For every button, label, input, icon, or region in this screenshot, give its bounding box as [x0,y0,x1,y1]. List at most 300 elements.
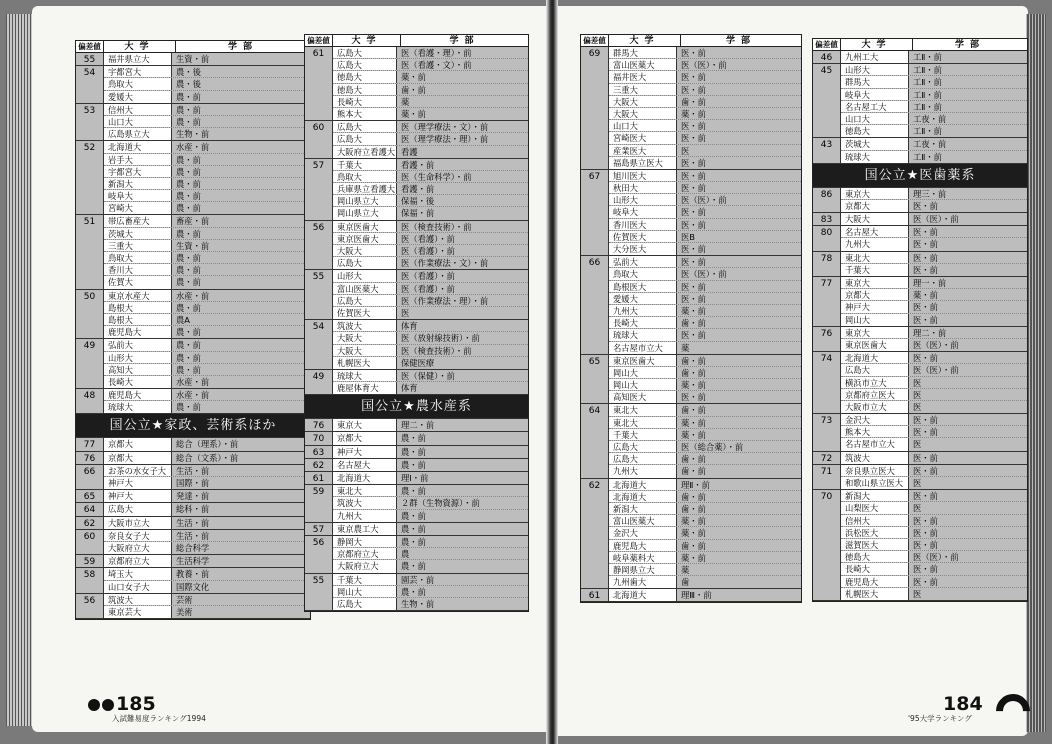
university-name: 広島大 [104,503,172,515]
table-row [609,96,801,108]
table-row [104,606,310,618]
faculty-name: 歯・前 [681,454,706,465]
table-row [104,352,310,364]
university-name: 群馬大 [841,76,909,87]
score-value: 53 [76,104,104,141]
university-name: 長崎大 [333,96,397,107]
faculty-name: 薬・前 [681,528,706,539]
table-row [609,589,801,601]
faculty-name: 工夜・前 [913,139,947,150]
table-row [104,503,310,515]
score-value: 55 [76,53,104,65]
university-name: 山口大 [609,120,677,131]
table-row [609,47,801,59]
faculty-name: 芸術 [176,594,193,605]
faculty-name: 理二・前 [913,327,947,338]
score-group [813,352,1027,414]
faculty-name: 農・前 [176,352,201,363]
faculty-name: 薬・前 [681,380,706,391]
university-name: 大阪大 [333,332,397,343]
table-row [333,108,528,120]
faculty-name: 医（看護）・前 [401,246,455,256]
table-row [333,295,528,307]
header-score: 偏差値 [581,35,609,46]
faculty-name: 理三・前 [913,188,947,199]
university-name: 高知大 [104,364,172,375]
score-value: 83 [813,213,841,225]
faculty-name: 農・前 [176,116,201,127]
university-name: 岡山県立大 [333,195,397,206]
table-row [609,170,801,182]
score-group [76,568,310,593]
faculty-name: 医・前 [913,539,938,550]
university-name: 佐賀医大 [333,307,397,319]
faculty-name: 工Ⅱ・前 [913,126,942,137]
faculty-name: 薬 [401,96,410,107]
table-header [813,39,1027,51]
table-header [581,35,801,47]
university-name: 信州大 [104,104,172,115]
faculty-name: 農A [176,314,190,325]
header-score: 偏差値 [305,35,333,46]
university-name: 宮崎大 [104,202,172,214]
university-name: 岩手大 [104,154,172,165]
faculty-name: 薬・前 [401,108,426,119]
university-name: 金沢大 [609,527,677,538]
university-name: 愛媛大 [609,293,677,304]
faculty-name: 農・前 [176,253,201,263]
table-row [841,138,1027,150]
score-group [305,419,528,432]
table-row [333,523,528,535]
university-name: 筑波大 [841,452,909,464]
university-name: 筑波大 [333,320,397,331]
score-value: 61 [305,47,333,120]
table-row [104,517,310,529]
university-name: 岐阜大 [104,190,172,201]
table-row [104,91,310,103]
table-row [841,389,1027,401]
faculty-name: 医 [913,478,922,488]
left-footer-caption: 入試難易度ランキング1994 [112,714,206,723]
university-name: 帯広畜産大 [104,215,172,226]
table-row [609,367,801,379]
university-name: 静岡大 [333,536,397,547]
university-name: 京都府立大 [104,555,172,567]
table-row [841,438,1027,450]
table-row [609,268,801,280]
faculty-name: 医（作業療法・文）・前 [401,258,489,269]
score-value: 45 [813,64,841,137]
university-name: 九州大 [333,510,397,522]
faculty-name: 総合（文系）・前 [176,452,239,463]
table-row [609,515,801,527]
university-name: 岡山県立大 [333,207,397,219]
table-row [333,121,528,133]
university-name: 名古屋工大 [841,101,909,112]
right-footer-caption: '95大学ランキング [908,714,972,723]
university-name: 熊本大 [841,426,909,437]
faculty-name: 農・前 [401,523,426,534]
faculty-name: 生資・前 [176,240,210,251]
table-row [609,157,801,169]
score-group [76,53,310,66]
university-name: 東京農工大 [333,523,397,535]
table-row [104,154,310,166]
university-name: 岡山大 [609,367,677,378]
university-name: 徳島大 [841,551,909,562]
score-group [813,277,1027,327]
score-value: 67 [581,170,609,255]
university-name: 鹿児島大 [104,326,172,338]
table-row [841,352,1027,364]
faculty-name: 医 [913,439,922,450]
table-row [609,342,801,354]
university-name: 神戸大 [333,446,397,458]
faculty-name: 畜産・前 [176,216,210,227]
table-row [609,429,801,441]
table-row [609,231,801,243]
table-row [104,581,310,593]
section-banner: 国公立★医歯薬系 [813,164,1027,188]
table-row [104,555,310,567]
table-header [305,35,528,47]
score-value: 46 [813,51,841,63]
faculty-name: 歯・前 [681,96,706,107]
table-row [609,576,801,588]
faculty-name: 農・前 [401,561,426,572]
table-row [841,339,1027,351]
faculty-name: 農・前 [176,166,201,177]
faculty-name: 農・前 [401,586,426,597]
table-row [333,472,528,484]
faculty-name: 農 [401,549,410,560]
faculty-name: 薬・前 [681,552,706,563]
page-edges-right [1026,14,1046,732]
table-row [841,327,1027,339]
score-group [581,479,801,590]
faculty-name: 薬・前 [681,108,706,119]
table-row [333,370,528,382]
faculty-name: 総合（理系）・前 [176,439,239,450]
university-name: 鹿児島大 [104,389,172,400]
table-row [104,568,310,580]
faculty-name: 医（医）・前 [913,339,959,350]
table-row [104,594,310,606]
table-row [609,355,801,367]
university-name: 弘前大 [609,256,677,267]
score-value: 52 [76,141,104,214]
faculty-name: 看護・前 [401,159,435,170]
table-row [841,51,1027,63]
table-row [104,438,310,450]
university-name: 東北大 [841,252,909,263]
university-name: 鳥取大 [104,252,172,263]
faculty-name: 農・前 [176,327,201,338]
score-value: 72 [813,452,841,464]
university-name: 九州大 [609,465,677,477]
university-name: 千葉大 [609,429,677,440]
faculty-name: 工夜・前 [913,113,947,124]
faculty-name: 医・前 [913,564,938,575]
table-row [609,379,801,391]
score-group [813,138,1027,163]
university-name: 福井県立大 [104,53,172,65]
university-name: 琉球大 [104,401,172,413]
university-name: 長崎大 [104,376,172,388]
faculty-name: 発達・前 [176,491,210,502]
table-row [104,490,310,502]
table-row [609,281,801,293]
faculty-name: 農・前 [176,178,201,189]
faculty-name: 医（看護・理）・前 [401,48,472,58]
faculty-name: 理一・前 [913,278,947,288]
score-value: 70 [305,432,333,444]
score-group [813,226,1027,251]
table-row [609,71,801,83]
faculty-name: 歯・前 [681,367,706,378]
faculty-name: 医（医）・前 [681,195,727,206]
faculty-name: 教養・前 [176,569,210,580]
table-row [609,491,801,503]
score-value: 51 [76,215,104,288]
university-name: 神戸大 [104,490,172,502]
faculty-name: 医（作業療法・理）・前 [401,295,489,306]
table-row [333,207,528,219]
table-row [104,252,310,264]
table-row [104,141,310,153]
university-name: 山形大 [609,194,677,205]
faculty-name: 工Ⅱ・前 [913,101,942,112]
table-row [333,586,528,598]
score-value: 65 [581,355,609,404]
score-group [76,465,310,490]
score-group [581,404,801,478]
university-name: 宇都宮大 [104,66,172,77]
table-row [333,171,528,183]
university-name: 三重大 [104,240,172,251]
university-name: 筑波大 [104,594,172,605]
score-group [76,594,310,619]
table-row [609,465,801,477]
university-name: 佐賀医大 [609,231,677,242]
table-row [104,290,310,302]
faculty-name: 薬 [681,342,690,353]
university-name: 旭川医大 [609,170,677,181]
table-row [841,64,1027,76]
faculty-name: 医・前 [913,576,938,587]
university-name: 京都大 [841,289,909,300]
faculty-name: 薬・前 [681,305,706,316]
university-name: 富山医薬大 [333,283,397,294]
university-name: 東北大 [609,404,677,415]
faculty-name: 薬・前 [913,290,938,301]
table-row [104,452,310,464]
table-row [841,101,1027,113]
score-value: 54 [305,320,333,369]
score-group [305,121,528,159]
table-row [841,89,1027,101]
table-row [609,243,801,255]
university-name: 東京医歯大 [333,233,397,244]
table-row [333,133,528,145]
header-score: 偏差値 [76,41,104,52]
score-group [813,465,1027,490]
faculty-name: 医・前 [681,72,706,83]
university-name: 京都大 [333,432,397,444]
university-name: 鹿児島大 [609,540,677,551]
university-name: 名古屋市立大 [841,438,909,450]
university-name: 島根医大 [609,281,677,292]
faculty-name: 医・前 [681,84,706,95]
table-row [609,540,801,552]
score-value: 59 [76,555,104,567]
table-row [841,200,1027,212]
faculty-name: 水産・前 [176,142,210,153]
faculty-name: ２群（生物資源）・前 [401,498,480,509]
score-value: 49 [76,339,104,388]
table-row [841,226,1027,238]
university-name: 北海道大 [333,472,397,484]
university-name: 島根大 [104,314,172,325]
university-name: 大阪大 [609,96,677,107]
table-row [609,108,801,120]
right-page-number: 184 [943,693,983,715]
university-name: 秋田大 [609,182,677,193]
faculty-name: 生活・前 [176,517,210,528]
score-value: 64 [581,404,609,477]
score-group [305,221,528,271]
table-row [609,59,801,71]
faculty-name: 生資・前 [176,54,210,64]
university-name: 弘前大 [104,339,172,350]
faculty-name: 医 [401,307,410,318]
faculty-name: 国際・前 [176,478,210,488]
score-group [305,370,528,395]
university-name: 大阪大 [333,345,397,356]
header-faculty: 学部 [954,40,985,50]
faculty-name: 医・前 [681,330,706,341]
score-value: 56 [305,536,333,573]
table-row [104,104,310,116]
table-row [333,270,528,282]
score-value: 63 [305,446,333,458]
table-row [841,465,1027,477]
university-name: 京都府立大 [333,548,397,559]
score-value: 54 [76,66,104,103]
faculty-name: 工Ⅱ・前 [913,89,942,100]
faculty-name: 農・前 [176,265,201,276]
university-name: 福島県立医大 [609,157,677,169]
university-name: 高知医大 [609,391,677,403]
university-name: 京都大 [104,452,172,464]
table-row [333,59,528,71]
table-row [333,96,528,108]
university-name: 九州工大 [841,51,909,63]
table-row [609,564,801,576]
header-university: 大学 [104,41,176,52]
university-name: 山口大 [841,113,909,124]
ranking-table-col3 [580,34,802,603]
university-name: 三重大 [609,84,677,95]
university-name: 名古屋大 [333,459,397,471]
university-name: 岐阜薬科大 [609,552,677,563]
score-value: 64 [76,503,104,515]
table-row [104,364,310,376]
university-name: 奈良女子大 [104,530,172,541]
faculty-name: 歯・前 [681,503,706,514]
faculty-name: 理Ⅰ・前 [401,473,429,483]
table-row [104,202,310,214]
table-row [841,527,1027,539]
score-group [813,64,1027,138]
university-name: 札幌医大 [333,357,397,369]
score-group [76,290,310,340]
university-name: 金沢大 [841,414,909,425]
table-row [841,539,1027,551]
faculty-name: 体育 [401,321,418,332]
faculty-name: 医・前 [681,392,706,403]
score-value: 55 [305,270,333,319]
faculty-name: 工Ⅱ・前 [913,77,942,88]
table-row [841,188,1027,200]
faculty-name: 医・前 [681,133,706,144]
faculty-name: 医・前 [913,353,938,364]
university-name: 大阪市立大 [841,401,909,413]
table-row [841,314,1027,326]
score-group [76,215,310,289]
score-value: 61 [305,472,333,484]
university-name: 埼玉大 [104,568,172,579]
university-name: 神戸大 [841,301,909,312]
faculty-name: 歯 [681,577,690,588]
score-group [305,472,528,485]
university-name: 長崎大 [609,317,677,328]
university-name: 北海道大 [609,479,677,490]
score-group [76,490,310,503]
university-name: 岐阜大 [609,206,677,217]
score-group [305,159,528,221]
university-name: 熊本大 [333,108,397,120]
university-name: 東京大 [841,188,909,199]
faculty-name: 農・前 [176,191,201,202]
faculty-name: 医（放射線技術）・前 [401,333,480,344]
table-row [609,404,801,416]
table-row [333,221,528,233]
faculty-name: 医・前 [681,183,706,194]
table-row [609,194,801,206]
faculty-name: 美術 [176,606,193,617]
university-name: 群馬大 [609,47,677,58]
faculty-name: 医・前 [913,227,938,238]
faculty-name: 園芸・前 [401,574,435,585]
faculty-name: 生活・前 [176,465,210,476]
table-row [333,245,528,257]
table-row [104,66,310,78]
score-value: 49 [305,370,333,394]
university-name: 広島大 [333,295,397,306]
score-value: 66 [581,256,609,354]
table-row [333,560,528,572]
faculty-name: 医（医）・前 [913,214,959,225]
table-row [841,252,1027,264]
faculty-name: 医 [913,377,922,388]
faculty-name: 保福・前 [401,208,435,219]
score-group [76,555,310,568]
score-value: 78 [813,252,841,276]
university-name: 信州大 [841,515,909,526]
faculty-name: 医B [681,231,695,242]
